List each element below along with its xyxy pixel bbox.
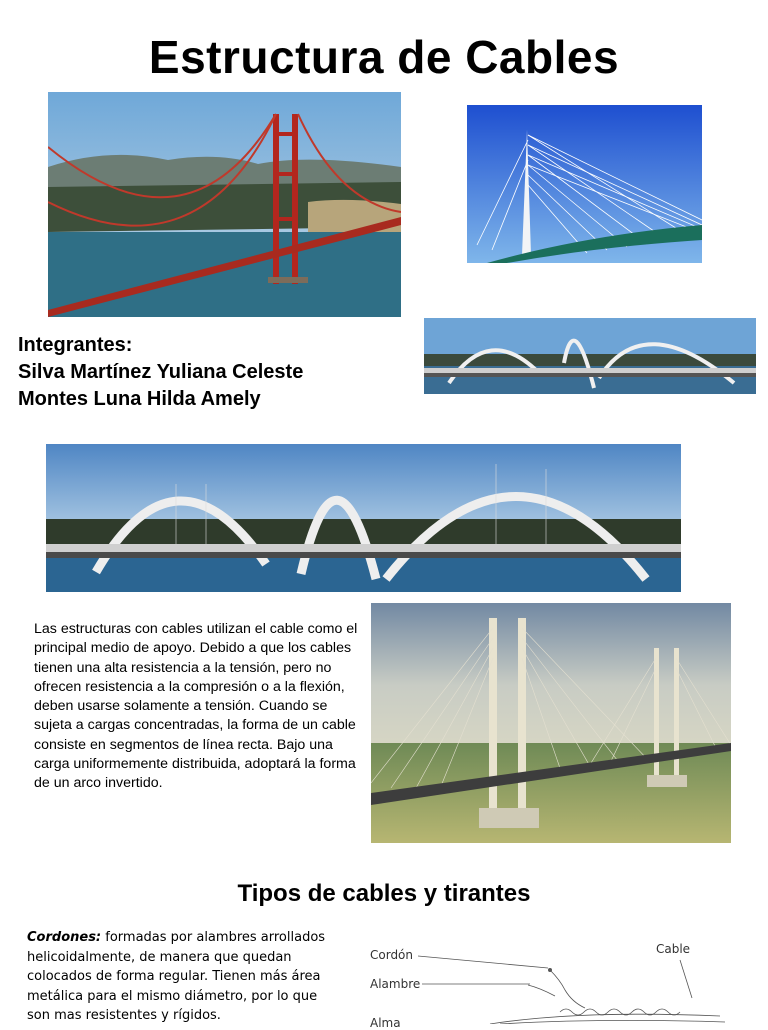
diagram-label-cordon: Cordón	[370, 948, 414, 962]
cable-stayed-render-photo	[371, 603, 731, 843]
cordones-paragraph	[27, 928, 327, 1026]
description-paragraph: Las estructuras con cables utilizan el cable como el principal medio de apoyo. Debido a que los cables tienen una alta resistencia a la tensión, pero no ofrecen resistencia a la compresión o a la flexión, deben usarse solamente a tensión. Cuando se sujeta a cargas concentradas, la forma de un cable consiste en segmentos de línea recta. Bajo una carga uniformemente distribuida, adoptará la forma de un arco invertido.	[34, 621, 358, 792]
cable-drawing	[360, 930, 740, 1024]
members-heading: Integrantes:	[18, 334, 133, 356]
arch-bridge-large-photo	[46, 444, 681, 592]
cable-stayed-pylon-photo	[467, 105, 702, 263]
member-name-2: Montes Luna Hilda Amely	[18, 388, 261, 410]
members-block	[18, 332, 303, 413]
cable-structure-diagram	[360, 930, 740, 1030]
arch-bridge-small-photo	[424, 318, 756, 394]
section-title: Tipos de cables y tirantes	[237, 880, 531, 907]
cordones-term: Cordones:	[27, 930, 102, 945]
page-title: Estructura de Cables	[148, 31, 620, 83]
diagram-label-cable: Cable	[656, 942, 691, 956]
diagram-label-alma: Alma	[370, 1016, 401, 1030]
diagram-label-alambre: Alambre	[370, 977, 421, 991]
member-name-1: Silva Martínez Yuliana Celeste	[18, 361, 304, 383]
suspension-bridge-photo	[48, 92, 401, 317]
cordones-text: formadas por alambres arrollados helicoidalmente, de manera que quedan colocados de forma regular. Tienen más área metálica para el mismo diámetro, por lo que son mas resistentes y rígidos.	[27, 930, 326, 1023]
